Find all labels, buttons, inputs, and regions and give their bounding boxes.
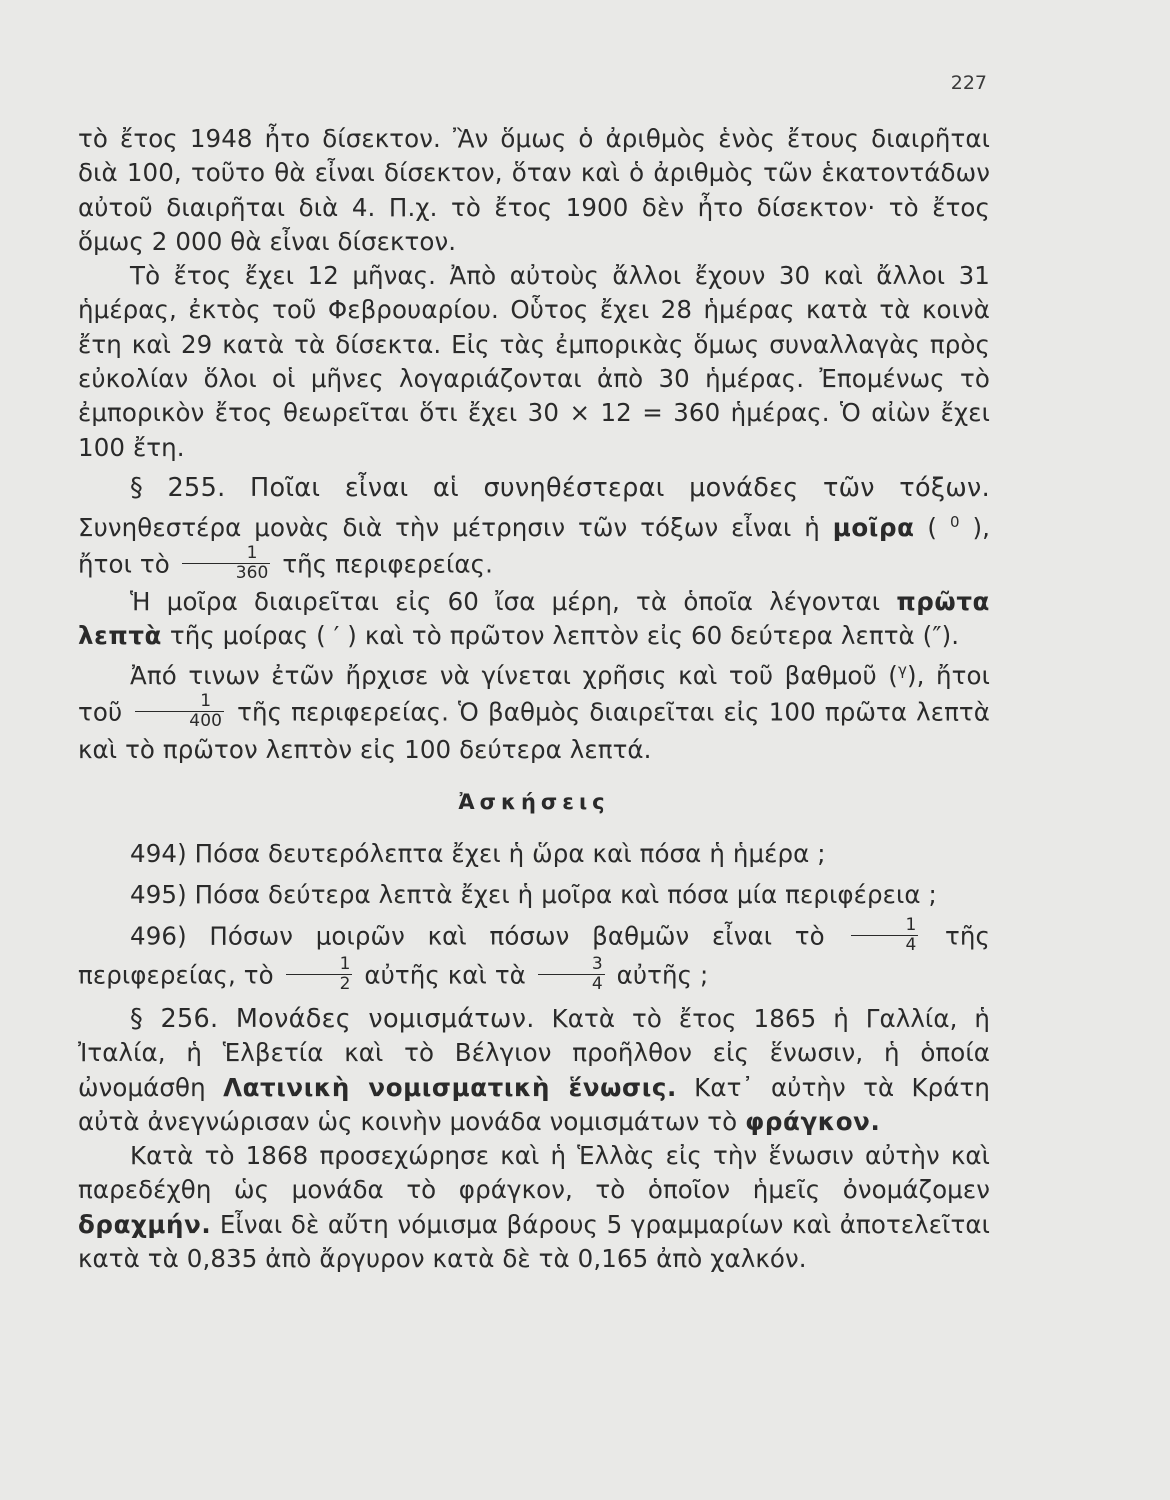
section-255-heading xyxy=(78,471,990,585)
grads-text-b: ), ἤτοι τοῦ xyxy=(78,661,990,727)
fraction-numerator: 1 xyxy=(200,690,212,711)
fraction-denominator: 4 xyxy=(538,974,605,994)
page-number: 227 xyxy=(950,72,987,94)
exercise-496-text-d: αὐτῆς ; xyxy=(616,960,709,990)
paragraph-minutes xyxy=(78,585,990,654)
exercise-494: 494) Πόσα δευτερόλεπτα ἔχει ἡ ὥρα καὶ πόσα ἡ ἡμέρα ; xyxy=(130,839,826,869)
paragraph-drachma xyxy=(78,1139,990,1276)
term-latin-union: Λατινικὴ νομισματικὴ ἕνωσις. xyxy=(223,1072,677,1102)
exercise-495: 495) Πόσα δεύτερα λεπτὰ ἔχει ἡ μοῖρα καὶ πόσα μία περιφέρεια ; xyxy=(130,879,937,909)
fraction-1-2 xyxy=(286,955,353,994)
section-256-title: § 256. Μονάδες νομισμάτων. xyxy=(130,1003,535,1034)
drachma-text-a: Κατὰ τὸ 1868 προσεχώρησε καὶ ἡ Ἑλλὰς εἰς τὴν ἕνωσιν αὐτὴν καὶ παρεδέχθη ὡς μονάδα τὸ φράγκον, τὸ ὁποῖον ἡμεῖς ὀνομάζομεν xyxy=(78,1141,990,1205)
section-255-text-a: Συνηθεστέρα μονὰς διὰ τὴν μέτρησιν τῶν τόξων εἶναι ἡ xyxy=(78,513,820,543)
fraction-numerator: 1 xyxy=(905,914,917,935)
exercise-496-text-c: αὐτῆς καὶ τὰ xyxy=(364,960,526,990)
term-moira: μοῖρα xyxy=(832,513,915,543)
paragraph-months: Τὸ ἔτος ἔχει 12 μῆνας. Ἀπὸ αὐτοὺς ἄλλοι ἔχουν 30 καὶ ἄλλοι 31 ἡμέρας, ἐκτὸς τοῦ Φεβρουαρίου. Οὗτος ἔχει 28 ἡμέρας κατὰ τὰ κοινὰ ἔτη καὶ 29 κατὰ τὰ δίσεκτα. Εἰς τὰς ἐμπορικὰς ὅμως συναλλαγὰς πρὸς εὐκολίαν ὅλοι οἱ μῆνες λογαριάζονται ἀπὸ 30 ἡμέρας. Ἐπομένως τὸ ἐμπορικὸν ἔτος θεωρεῖται ὅτι ἔχει 30 × 12 = 360 ἡμέρας. Ὁ αἰὼν ἔχει 100 ἔτη. xyxy=(78,261,990,462)
section-256 xyxy=(78,1002,990,1139)
fraction-1-4 xyxy=(851,916,918,955)
minutes-text-b: τῆς μοίρας ( ′ ) καὶ τὸ πρῶτον λεπτὸν εἰς 60 δεύτερα λεπτὰ (″). xyxy=(169,621,960,651)
fraction-denominator: 2 xyxy=(286,974,353,994)
term-drachma: δραχμήν. xyxy=(78,1209,212,1239)
fraction-numerator: 1 xyxy=(339,953,351,974)
paragraph-grads xyxy=(78,653,990,767)
fraction-denominator: 4 xyxy=(851,935,918,955)
exercise-496-text-b: τῆς περιφερείας, τὸ xyxy=(78,921,991,990)
fraction-1-400 xyxy=(135,692,224,731)
section-255-text-c: ), ἤτοι τὸ xyxy=(78,513,991,579)
fraction-numerator: 3 xyxy=(591,953,603,974)
exercise-496-text-a: 496) Πόσων μοιρῶν καὶ πόσων βαθμῶν εἶναι τὸ xyxy=(130,921,825,951)
grads-text-c: τῆς περιφερείας. Ὁ βαθμὸς διαιρεῖται εἰς 100 πρῶτα λεπτὰ καὶ τὸ πρῶτον λεπτὸν εἰς 100 δεύτερα λεπτά. xyxy=(78,697,991,764)
section-255-title: § 255. Ποῖαι εἶναι αἱ συνηθέστεραι μονάδες τῶν τόξων. xyxy=(130,472,990,503)
section-256-text-b: Κατ᾽ αὐτὴν τὰ Κράτη αὐτὰ ἀνεγνώρισαν ὡς κοινὴν μονάδα νομισμάτων τὸ xyxy=(78,1072,991,1136)
exercise-496 xyxy=(78,914,991,996)
term-franc: φράγκον. xyxy=(745,1106,881,1136)
drachma-text-b: Εἶναι δὲ αὔτη νόμισμα βάρους 5 γραμμαρίων καὶ ἀποτελεῖται κατὰ τὰ 0,835 ἀπὸ ἄργυρον κατὰ δὲ τὰ 0,165 ἀπὸ χαλκόν. xyxy=(78,1209,991,1274)
fraction-denominator: 360 xyxy=(182,563,271,583)
grads-text-a: Ἀπό τινων ἐτῶν ἤρχισε νὰ γίνεται χρῆσις καὶ τοῦ βαθμοῦ ( xyxy=(130,661,898,691)
section-255-text-d: τῆς περιφερείας. xyxy=(282,549,494,579)
paragraph-leap-year: τὸ ἔτος 1948 ἦτο δίσεκτον. Ἂν ὅμως ὁ ἀριθμὸς ἑνὸς ἔτους διαιρῆται διὰ 100, τοῦτο θὰ εἶναι δίσεκτον, ὅταν καὶ ὁ ἀριθμὸς τῶν ἑκατοντάδων αὐτοῦ διαιρῆται διὰ 4. Π.χ. τὸ ἔτος 1900 δὲν ἦτο δίσεκτον· τὸ ἔτος ὅμως 2 000 θὰ εἶναι δίσεκτον. xyxy=(78,124,990,256)
degree-symbol: 0 xyxy=(949,513,960,532)
section-255-text-b: ( xyxy=(927,513,950,543)
page-body xyxy=(78,122,990,1276)
section-256-text-a: Κατὰ τὸ ἔτος 1865 ἡ Γαλλία, ἡ Ἰταλία, ἡ Ἑλβετία καὶ τὸ Βέλγιον προῆλθον εἰς ἕνωσιν, ἡ ὁποία ὠνομάσθη xyxy=(78,1003,991,1102)
term-first-minutes: πρῶτα λεπτὰ xyxy=(78,586,990,651)
fraction-numerator: 1 xyxy=(246,542,258,563)
minutes-text-a: Ἡ μοῖρα διαιρεῖται εἰς 60 ἴσα μέρη, τὰ ὁποῖα λέγονται xyxy=(130,586,881,616)
fraction-denominator: 400 xyxy=(135,711,224,731)
grad-symbol: γ xyxy=(897,661,907,680)
fraction-3-4 xyxy=(538,955,605,994)
fraction-1-360 xyxy=(182,544,271,583)
exercises-title: Ἀσκήσεις xyxy=(458,790,610,815)
